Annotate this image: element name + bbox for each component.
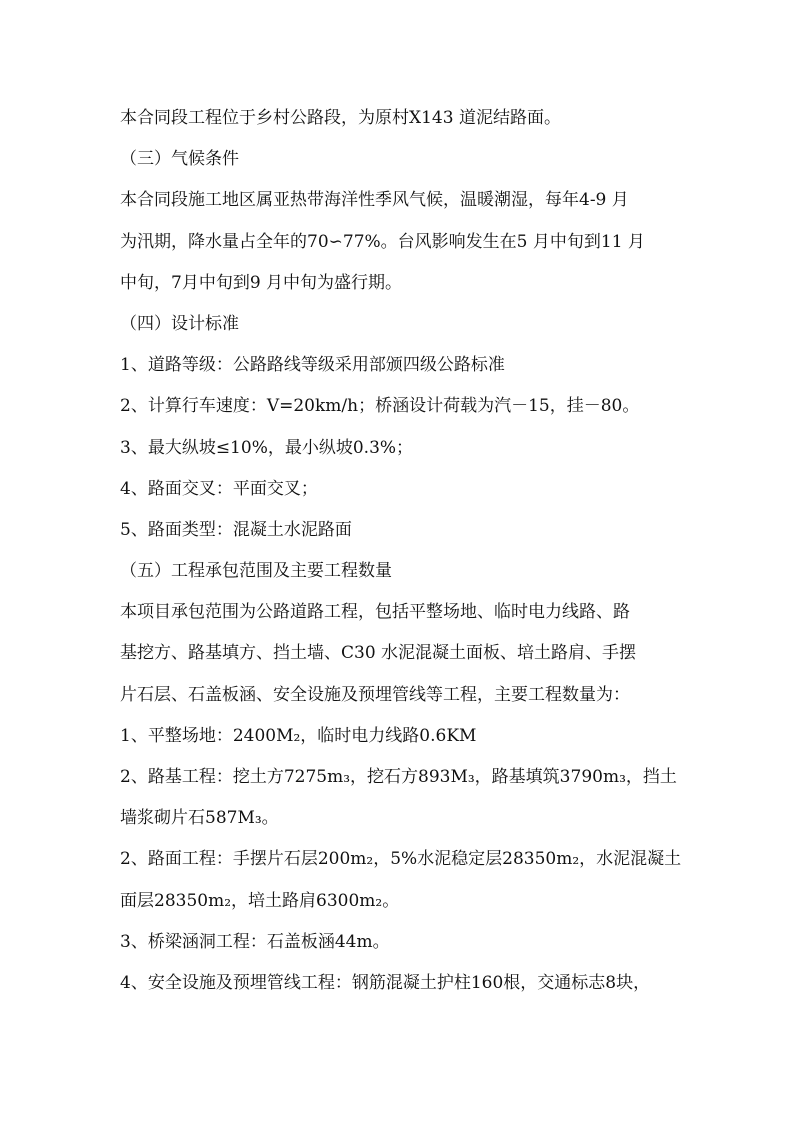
list-item: 5、路面类型：混凝土水泥路面: [120, 519, 352, 540]
list-item-continuation: 面层28350m₂，培土路肩6300m₂。: [120, 890, 400, 911]
section-heading-climate: （三）气候条件: [120, 149, 239, 170]
list-item: 3、最大纵坡≤10%，最小纵坡0.3%；: [120, 437, 414, 458]
paragraph-line: 本合同段工程位于乡村公路段，为原村X143 道泥结路面。: [120, 108, 561, 128]
paragraph-line: 本项目承包范围为公路道路工程，包括平整场地、临时电力线路、路: [120, 602, 630, 623]
list-item: 2、路基工程：挖土方7275m₃，挖石方893M₃，路基填筑3790m₃，挡土: [120, 767, 677, 787]
list-item-continuation: 墙浆砌片石587M₃。: [120, 808, 279, 829]
section-heading-scope: （五）工程承包范围及主要工程数量: [120, 561, 392, 582]
list-item: 3、桥梁涵洞工程：石盖板涵44m。: [120, 931, 390, 952]
list-item: 2、路面工程：手摆片石层200m₂，5%水泥稳定层28350m₂，水泥混凝土: [120, 849, 682, 870]
list-item: 4、路面交叉：平面交叉；: [120, 478, 318, 499]
list-item: 4、安全设施及预埋管线工程：钢筋混凝土护柱160根，交通标志8块，: [120, 972, 651, 993]
document-body: [120, 98, 690, 1004]
paragraph-line: 基挖方、路基填方、挡土墙、C30 水泥混凝土面板、培土路肩、手摆: [120, 643, 637, 664]
list-item: 1、平整场地：2400M₂，临时电力线路0.6KM: [120, 725, 477, 746]
paragraph-line: 片石层、石盖板涵、安全设施及预埋管线等工程，主要工程数量为：: [120, 684, 630, 705]
paragraph-line: 为汛期，降水量占全年的70∽77%。台风影响发生在5 月中旬到11 月: [120, 231, 645, 252]
list-item: 1、道路等级：公路路线等级采用部颁四级公路标准: [120, 355, 505, 376]
paragraph-line: 本合同段施工地区属亚热带海洋性季风气候，温暖潮湿，每年4-9 月: [120, 190, 629, 211]
paragraph-line: 中旬，7月中旬到9 月中旬为盛行期。: [120, 272, 403, 293]
list-item: 2、计算行车速度：V=20km/h；桥涵设计荷载为汽－15，挂－80。: [120, 396, 640, 417]
section-heading-design-standard: （四）设计标准: [120, 313, 239, 334]
